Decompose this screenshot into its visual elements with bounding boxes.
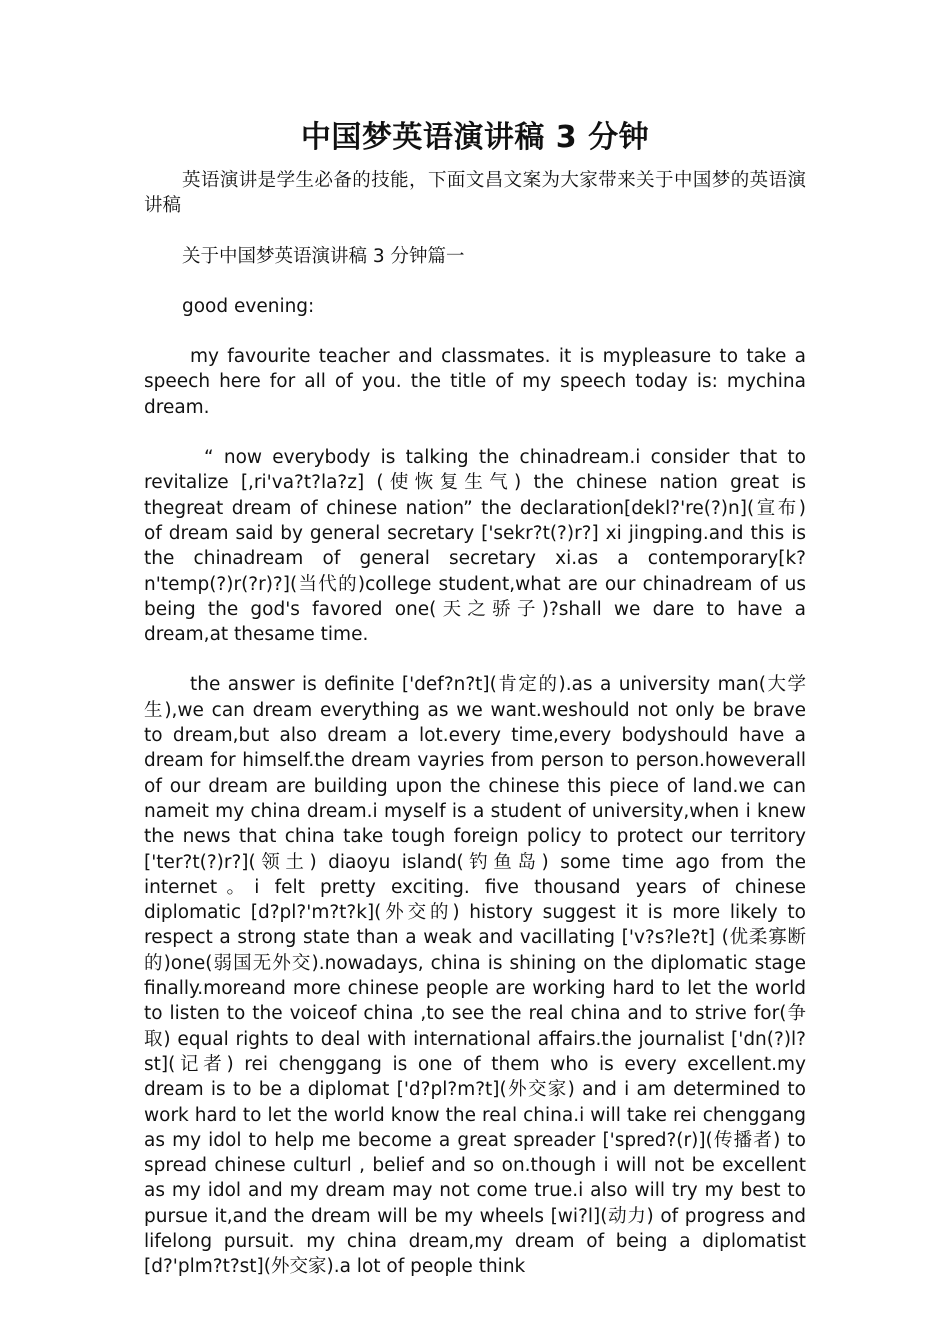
intro-paragraph: 英语演讲是学生必备的技能，下面文昌文案为大家带来关于中国梦的英语演讲稿 xyxy=(144,170,806,217)
document-page xyxy=(144,118,806,1280)
body-paragraph: “ now everybody is talking the chinadream.i consider that to revitalize [,ri'va?t?la?z] (使恢复生气) the chinese nation great is thegreat dream of chinese nation” the declaration[dekl?'re(?)n](宣布) of dream said by general secretary ['sekr?t(?)r?] xi jingping.and this is the chinadream of general secretary xi.as a contemporary[k?n'temp(?)r(?r)?](当代的)college student,what are our chinadream of us being the god's favored one(天之骄子)?shall we dare to have a dream,at thesame time. xyxy=(144,447,806,646)
body-paragraph: the answer is definite ['def?n?t](肯定的).as a university man(大学生),we can dream everything as we want.weshould not only be brave to dream,but also dream a lot.every time,every bodyshould have a dream for himself.the dream vayries from person to person.howeverall of our dream are building upon the chinese this piece of land.we can nameit my china dream.i myself is a student of university,when i knew the news that china take tough foreign policy to protect our territory ['ter?t(?)r?](领土) diaoyu island(钓鱼岛) some time ago from the internet。i felt pretty exciting. five thousand years of chinese diplomatic [d?pl?'m?t?k](外交的) history suggest it is more likely to respect a strong state than a weak and vacillating ['v?s?le?t] (优柔寡断的)one(弱国无外交).nowadays, china is shining on the diplomatic stage finally.moreand more chinese people are working hard to let the world to listen to the voiceof china ,to see the real china and to strive for(争取) equal rights to deal with international affairs.the journalist ['dn(?)l?st](记者) rei chenggang is one of them who is every excellent.my dream is to be a diplomat ['d?pl?m?t](外交家) and i am determined to work hard to let the world know the real china.i will take rei chenggang as my idol to help me become a great spreader ['spred?(r)](传播者) to spread chinese culturl , belief and so on.though i will not be excellent as my idol and my dream may not come true.i also will try my best to pursue it,and the dream will be my wheels [wi?l](动力) of progress and lifelong pursuit. my china dream,my dream of being a diplomatist [d?'plm?t?st](外交家).a lot of people think xyxy=(144,674,806,1278)
document-title: 中国梦英语演讲稿 3 分钟 xyxy=(300,120,650,155)
body-paragraph: my favourite teacher and classmates. it is mypleasure to take a speech here for all of you. the title of my speech today is: mychina dream. xyxy=(144,346,806,418)
greeting-paragraph: good evening: xyxy=(182,295,315,317)
section-heading: 关于中国梦英语演讲稿 3 分钟篇一 xyxy=(182,245,465,267)
